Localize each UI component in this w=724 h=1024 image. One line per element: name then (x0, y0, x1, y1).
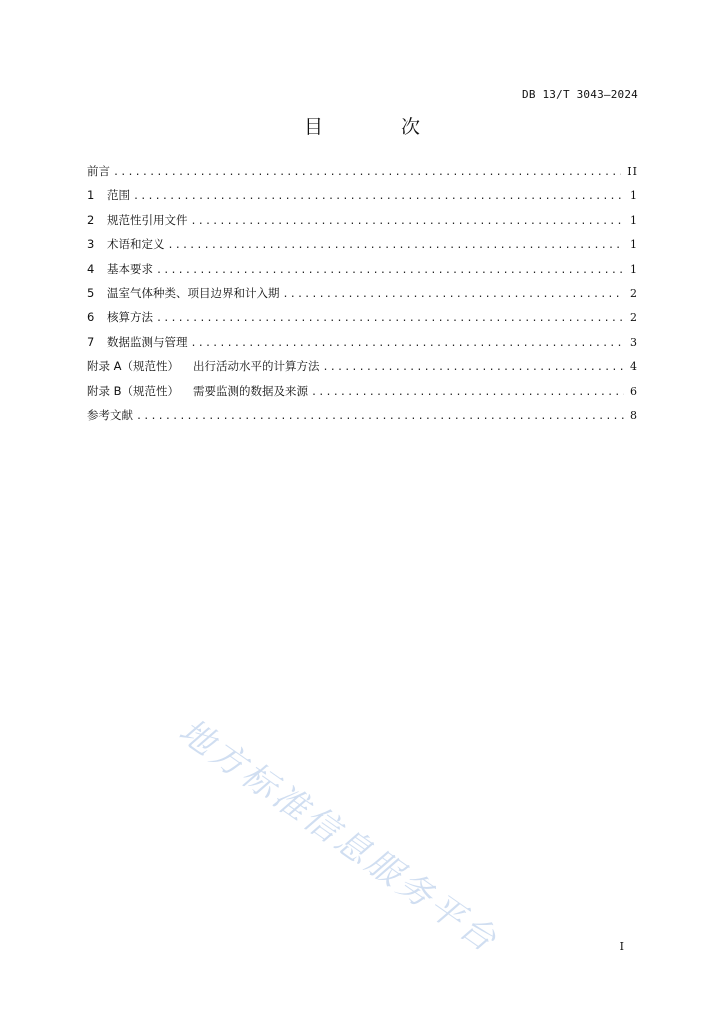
toc-entry-subtitle: 需要监测的数据及来源 (193, 383, 309, 398)
toc-entry-page: 1 (630, 189, 638, 203)
toc-entry-number: 4 (87, 261, 95, 276)
toc-entry-label: 温室气体种类、项目边界和计入期 (107, 285, 280, 300)
toc-leader-dots (191, 338, 625, 349)
toc-entry-label: 前言 (87, 164, 110, 178)
toc-entry-number: 7 (87, 334, 95, 349)
toc-entry-number: 3 (87, 237, 95, 252)
toc-entry-label: 基本要求 (107, 261, 153, 276)
toc-entry-number: 5 (87, 285, 95, 300)
toc-entry-bibliography[interactable] (87, 407, 638, 431)
document-code: DB 13/T 3043—2024 (522, 88, 638, 101)
toc-leader-dots (133, 191, 624, 202)
toc-entry-page: II (627, 165, 638, 178)
toc-entry-label: 术语和定义 (107, 237, 165, 252)
toc-entry-ghg-boundary[interactable] (87, 285, 638, 309)
toc-entry-number: 2 (87, 212, 95, 227)
toc-entry-label: 数据监测与管理 (107, 334, 188, 349)
toc-entry-page: 2 (630, 286, 638, 300)
toc-entry-number: 6 (87, 310, 95, 325)
toc-leader-dots (156, 313, 624, 324)
toc-entry-label: 核算方法 (107, 310, 153, 325)
toc-leader-dots (168, 240, 625, 251)
toc-leader-dots (156, 265, 624, 276)
toc-leader-dots (311, 387, 624, 398)
toc-entry-label: 规范性引用文件 (107, 212, 188, 227)
toc-entry-page: 3 (630, 335, 638, 349)
toc-leader-dots (136, 411, 624, 422)
toc-entry-label: 参考文献 (87, 407, 133, 422)
toc-entry-page: 1 (630, 213, 638, 227)
toc-entry-terms-definitions[interactable] (87, 236, 638, 260)
toc-entry-foreword[interactable] (87, 163, 638, 187)
table-of-contents (87, 163, 638, 431)
toc-leader-dots (191, 216, 625, 227)
toc-leader-dots (323, 362, 624, 373)
toc-entry-scope[interactable] (87, 187, 638, 211)
toc-entry-page: 2 (630, 311, 638, 325)
page-number: I (619, 940, 624, 953)
watermark: 地方标准信息服务平台 (171, 710, 506, 962)
toc-entry-appendix-a[interactable] (87, 358, 638, 382)
toc-entry-page: 1 (630, 262, 638, 276)
toc-leader-dots (113, 167, 621, 178)
toc-entry-label: 附录 B（规范性） (87, 383, 180, 398)
toc-entry-normative-references[interactable] (87, 212, 638, 236)
toc-entry-page: 6 (630, 384, 638, 398)
toc-entry-basic-requirements[interactable] (87, 261, 638, 285)
toc-entry-page: 4 (630, 360, 638, 374)
toc-entry-subtitle: 出行活动水平的计算方法 (193, 359, 320, 374)
toc-entry-accounting-method[interactable] (87, 309, 638, 333)
toc-title: 目 次 (303, 116, 457, 138)
toc-entry-data-monitoring[interactable] (87, 334, 638, 358)
toc-entry-appendix-b[interactable] (87, 383, 638, 407)
toc-entry-label: 附录 A（规范性） (87, 359, 180, 374)
toc-entry-page: 1 (630, 238, 638, 252)
toc-leader-dots (283, 289, 625, 300)
toc-entry-label: 范围 (107, 188, 130, 203)
toc-entry-page: 8 (630, 408, 638, 422)
toc-entry-number: 1 (87, 188, 95, 203)
